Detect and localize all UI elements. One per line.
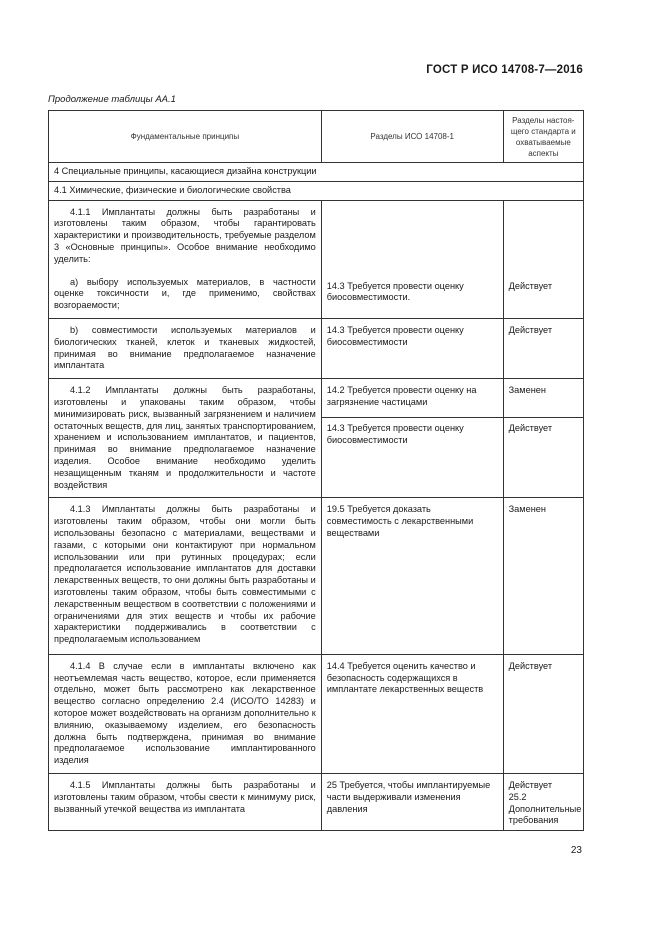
status-cell: Заменен (503, 379, 583, 418)
iso-section-cell: 14.3 Требуется провести оценку биосовместимости. (321, 200, 503, 318)
principle-cell (49, 774, 322, 831)
table-caption: Продолжение таблицы АА.1 (48, 94, 176, 105)
status-cell: Действует (503, 418, 583, 498)
principle-text: 4.1.3 Имплантаты должны быть разработаны и изготовлены таким образом, чтобы они могли быть использованы безопасно с материалами, веществами и газами, с которыми они контактируют при нормальном использовании или при рутинных процедурах; если предполагается использование имплантатов для доставки лекарственных веществ, то они должны быть разработаны и изготовлены таким образом, чтобы быть совместимыми с лекарственным веществом в соответствии с положениями и ограничениями для этих веществ и чтобы их рабочие характеристики поддерживались в соответствии с предполагаемым использованием (54, 504, 316, 645)
status-cell: Заменен (503, 498, 583, 655)
section-row (49, 163, 584, 182)
section-row (49, 181, 584, 200)
column-header-principles: Фундаментальные принципы (49, 111, 322, 163)
iso-section-cell: 14.4 Требуется оценить качество и безопасность содержащихся в имплантате лекарственных веществ (321, 654, 503, 773)
column-header-standard-sections: Разделы настоя-щего стандарта и охватываемые аспекты (503, 111, 583, 163)
principle-cell (49, 379, 322, 498)
principle-cell (49, 498, 322, 655)
iso-section-cell: 14.3 Требуется провести оценку биосовместимости (321, 418, 503, 498)
iso-section-cell: 19.5 Требуется доказать совместимость с лекарственными веществами (321, 498, 503, 655)
principle-item-a: a) выбору используемых материалов, в частности оценке токсичности и, где применимо, свойствах возгораемости; (54, 276, 316, 311)
status-cell: Действует (503, 654, 583, 773)
table-row (49, 774, 584, 831)
principle-text: 4.1.5 Имплантаты должны быть разработаны и изготовлены таким образом, чтобы свести к минимуму риск, вызванный утечкой вещества из имплантата (54, 780, 316, 814)
status-cell (503, 774, 583, 831)
status-text: Действует (508, 780, 553, 791)
status-cell: Действует (503, 200, 583, 318)
iso-section-cell: 25 Требуется, чтобы имплантируемые части выдерживали изменения давления (321, 774, 503, 831)
table-row (49, 498, 584, 655)
table-row (49, 379, 584, 418)
table-row (49, 318, 584, 378)
principle-cell (49, 654, 322, 773)
column-header-iso-sections: Разделы ИСО 14708-1 (321, 111, 503, 163)
section-heading-4: 4 Специальные принципы, касающиеся дизайна конструкции (49, 163, 584, 182)
iso-section-cell: 14.2 Требуется провести оценку на загрязнение частицами (321, 379, 503, 418)
principle-text: 4.1.1 Имплантаты должны быть разработаны и изготовлены таким образом, чтобы гарантировать характеристики и производительность, требуемые разделом 3 «Основные принципы». Особое внимание необходимо уделить: (54, 206, 316, 264)
requirements-table (48, 110, 584, 831)
principle-text: 4.1.4 В случае если в имплантаты включено как неотъемлемая часть вещество, которое, если применяется отдельно, может быть рассмотрено как лекарственное вещество согласно определению 2.4 (ИСО/ТО 14283) и которое может воздействовать на организм дополнительно к влиянию, оказываемому изделием, его безопасность должна быть подтверждена, принимая во внимание предполагаемое использование имплантированного изделия (54, 660, 316, 766)
principle-text: 4.1.2 Имплантаты должны быть разработаны, изготовлены и упакованы таким образом, чтобы минимизировать риск, вызванный загрязнением и наличием остаточных веществ, для лиц, занятых транспортированием, хранением и использованием имплантатов, и пациентов, принимая во внимание предполагаемое назначение изделия. Особое внимание необходимо уделить незащищенным тканям и продолжительности и частоте воздействия (54, 385, 316, 490)
table-header-row (49, 111, 584, 163)
page-number: 23 (570, 845, 582, 856)
status-subsection: 25.2 Дополнительные требования (508, 791, 582, 826)
section-heading-4-1: 4.1 Химические, физические и биологические свойства (49, 181, 584, 200)
document-id: ГОСТ Р ИСО 14708-7—2016 (426, 64, 583, 76)
principle-cell (49, 318, 322, 378)
table-row (49, 200, 584, 318)
principle-cell (49, 200, 322, 318)
status-cell: Действует (503, 318, 583, 378)
iso-section-cell: 14.3 Требуется провести оценку биосовместимости (321, 318, 503, 378)
table-row (49, 654, 584, 773)
principle-item-b: b) совместимости используемых материалов и биологических тканей, клеток и тканевых жидкостей, принимая во внимание предполагаемое назначение имплантата (54, 324, 316, 371)
